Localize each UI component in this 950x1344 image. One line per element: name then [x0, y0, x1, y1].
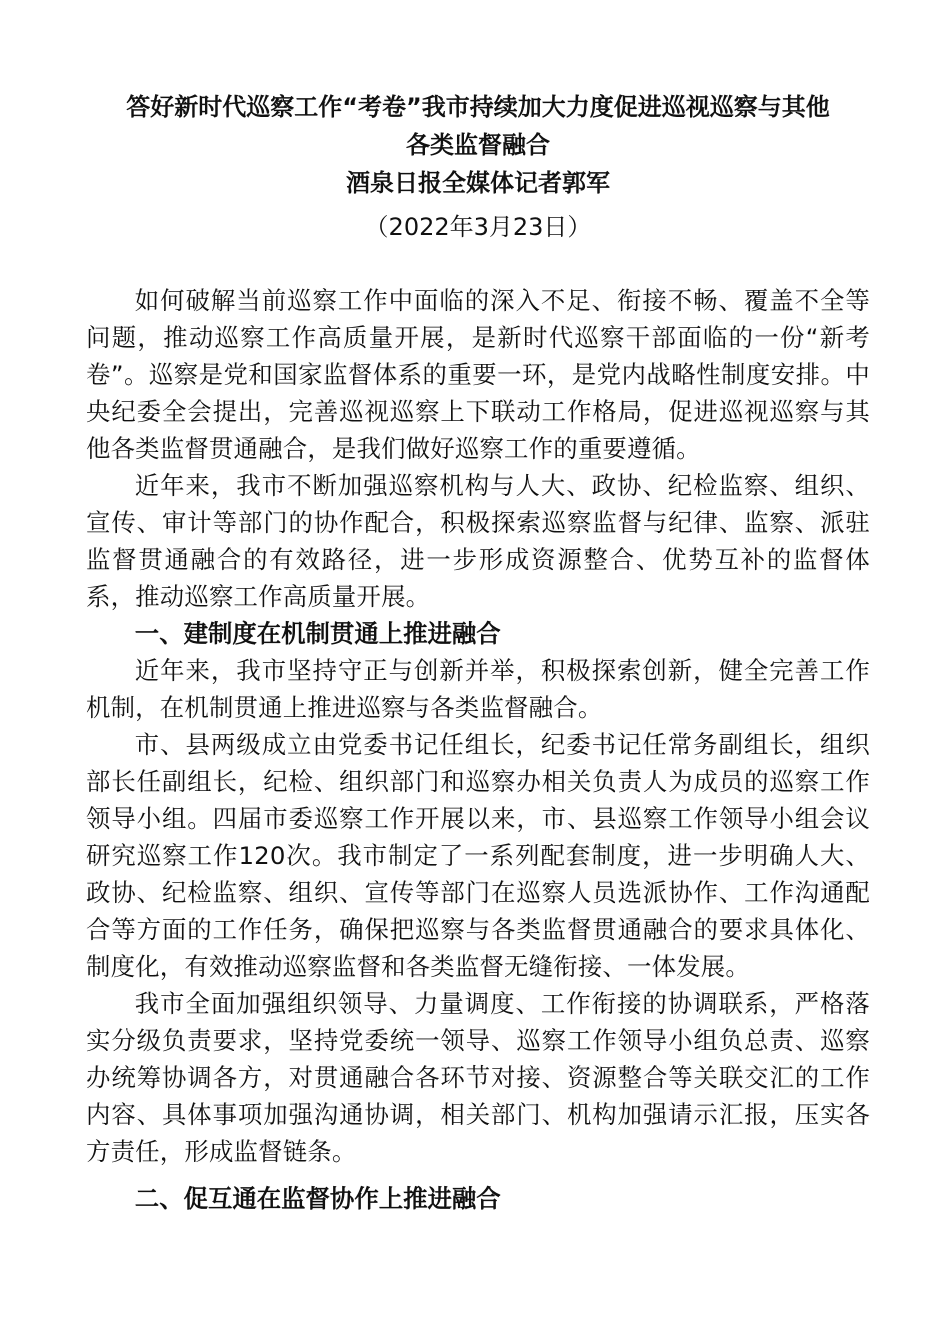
paragraph-section1-intro: 近年来，我市坚持守正与创新并举，积极探索创新，健全完善工作机制，在机制贯通上推进巡察与各类监督融合。	[86, 656, 870, 722]
paragraph-section1-coordination: 我市全面加强组织领导、力量调度、工作衔接的协调联系，严格落实分级负责要求，坚持党委统一领导、巡察工作领导小组负总责、巡察办统筹协调各方，对贯通融合各环节对接、资源整合等关联交汇的工作内容、具体事项加强沟通协调，相关部门、机构加强请示汇报，压实各方责任，形成监督链条。	[86, 989, 870, 1166]
document-title-line-1: 答好新时代巡察工作“考卷”我市持续加大力度促进巡视巡察与其他	[126, 93, 830, 121]
section-heading-1: 一、建制度在机制贯通上推进融合	[134, 619, 501, 648]
document-byline: 酒泉日报全媒体记者郭军	[346, 169, 610, 197]
paragraph-overview: 近年来，我市不断加强巡察机构与人大、政协、纪检监察、组织、宣传、审计等部门的协作配合，积极探索巡察监督与纪律、监察、派驻监督贯通融合的有效路径，进一步形成资源整合、优势互补的监督体系，推动巡察工作高质量开展。	[86, 471, 870, 611]
paragraph-intro: 如何破解当前巡察工作中面临的深入不足、衔接不畅、覆盖不全等问题，推动巡察工作高质量开展，是新时代巡察干部面临的一份“新考卷”。巡察是党和国家监督体系的重要一环，是党内战略性制度安排。中央纪委全会提出，完善巡视巡察上下联动工作格局，促进巡视巡察与其他各类监督贯通融合，是我们做好巡察工作的重要遵循。	[86, 286, 870, 463]
document-date: （2022年3月23日）	[364, 213, 592, 241]
section-heading-2: 二、促互通在监督协作上推进融合	[134, 1184, 501, 1213]
document-page	[86, 88, 870, 1217]
document-title-line-2: 各类监督融合	[406, 131, 550, 159]
paragraph-section1-leadership: 市、县两级成立由党委书记任组长，纪委书记任常务副组长，组织部长任副组长，纪检、组织部门和巡察办相关负责人为成员的巡察工作领导小组。四届市委巡察工作开展以来，市、县巡察工作领导小组会议研究巡察工作120次。我市制定了一系列配套制度，进一步明确人大、政协、纪检监察、组织、宣传等部门在巡察人员选派协作、工作沟通配合等方面的工作任务，确保把巡察与各类监督贯通融合的要求具体化、制度化，有效推动巡察监督和各类监督无缝衔接、一体发展。	[86, 730, 870, 981]
